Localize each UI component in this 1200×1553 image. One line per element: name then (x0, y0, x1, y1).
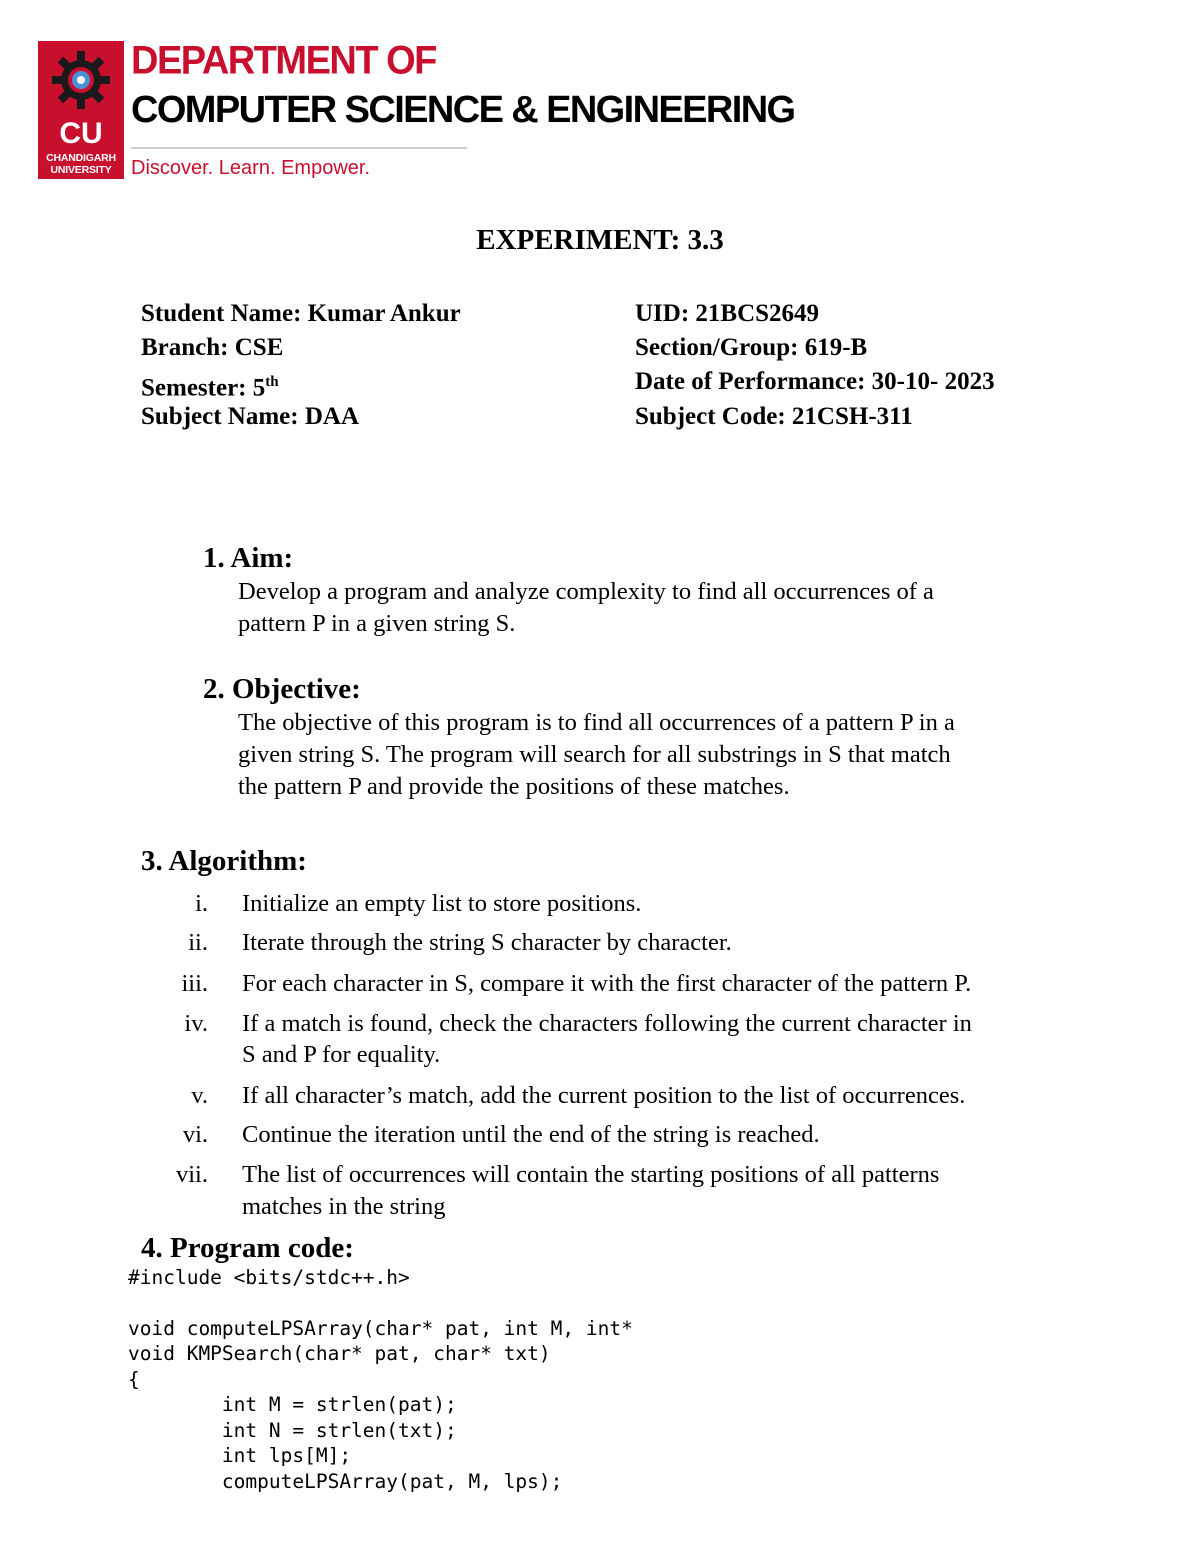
subject-name: Subject Name: DAA (141, 403, 360, 430)
department-title-line1: DEPARTMENT OF (131, 39, 436, 84)
aim-heading: 1. Aim: (203, 542, 294, 574)
program-code-heading: 4. Program code: (141, 1232, 354, 1264)
code-line: computeLPSArray(pat, M, lps); (128, 1470, 563, 1493)
code-line: int M = strlen(pat); (128, 1393, 457, 1416)
university-logo (38, 41, 124, 179)
date-of-performance: Date of Performance: 30-10- 2023 (635, 368, 995, 395)
code-line: void KMPSearch(char* pat, char* txt) (128, 1342, 551, 1365)
header-divider (131, 147, 467, 149)
algorithm-step-number: iv. (184, 1010, 208, 1037)
logo-university-text (38, 152, 124, 176)
logo-cu-text: CU (59, 117, 103, 150)
logo-univ-line2: UNIVERSITY (50, 164, 112, 176)
section-group: Section/Group: 619-B (635, 334, 868, 361)
code-line: #include <bits/stdc++.h> (128, 1266, 410, 1289)
algorithm-step-number: ii. (188, 929, 208, 956)
code-line: { (128, 1368, 140, 1391)
branch: Branch: CSE (141, 334, 284, 361)
subject-code: Subject Code: 21CSH-311 (635, 403, 913, 430)
experiment-title: EXPERIMENT: 3.3 (476, 224, 724, 256)
algorithm-step-number: vi. (182, 1121, 208, 1148)
algorithm-step-text: S and P for equality. (242, 1041, 441, 1068)
algorithm-step-text: For each character in S, compare it with the first character of the pattern P. (242, 970, 972, 997)
algorithm-heading: 3. Algorithm: (141, 845, 307, 877)
algorithm-step-text: matches in the string (242, 1193, 446, 1220)
objective-line: The objective of this program is to find all occurrences of a pattern P in a (238, 709, 955, 736)
objective-line: the pattern P and provide the positions of these matches. (238, 773, 790, 800)
algorithm-step-text: Iterate through the string S character by character. (242, 929, 732, 956)
aim-line: pattern P in a given string S. (238, 610, 516, 637)
algorithm-step-text: The list of occurrences will contain the starting positions of all patterns (242, 1161, 940, 1188)
algorithm-step-text: If a match is found, check the characters following the current character in (242, 1010, 972, 1037)
algorithm-step-number: v. (191, 1082, 208, 1109)
objective-line: given string S. The program will search for all substrings in S that match (238, 741, 951, 768)
algorithm-step-number: i. (195, 890, 208, 917)
code-line: int lps[M]; (128, 1444, 352, 1467)
department-title-line2: COMPUTER SCIENCE & ENGINEERING (131, 89, 795, 131)
logo-univ-line1: CHANDIGARH (46, 152, 116, 164)
objective-heading: 2. Objective: (203, 673, 361, 705)
student-uid: UID: 21BCS2649 (635, 300, 820, 327)
algorithm-step-text: Continue the iteration until the end of the string is reached. (242, 1121, 820, 1148)
semester-label: Semester: 5 (141, 374, 266, 402)
student-name: Student Name: Kumar Ankur (141, 300, 461, 327)
code-line: void computeLPSArray(char* pat, int M, int* (128, 1317, 633, 1340)
algorithm-step-text: If all character’s match, add the current position to the list of occurrences. (242, 1082, 966, 1109)
tagline: Discover. Learn. Empower. (131, 157, 370, 179)
aim-line: Develop a program and analyze complexity to find all occurrences of a (238, 578, 934, 605)
algorithm-step-number: vii. (176, 1161, 208, 1188)
gear-emblem-icon (48, 47, 114, 113)
algorithm-step-text: Initialize an empty list to store positions. (242, 890, 642, 917)
semester-suffix: th (265, 374, 279, 390)
algorithm-step-number: iii. (181, 970, 208, 997)
code-line: int N = strlen(txt); (128, 1419, 457, 1442)
